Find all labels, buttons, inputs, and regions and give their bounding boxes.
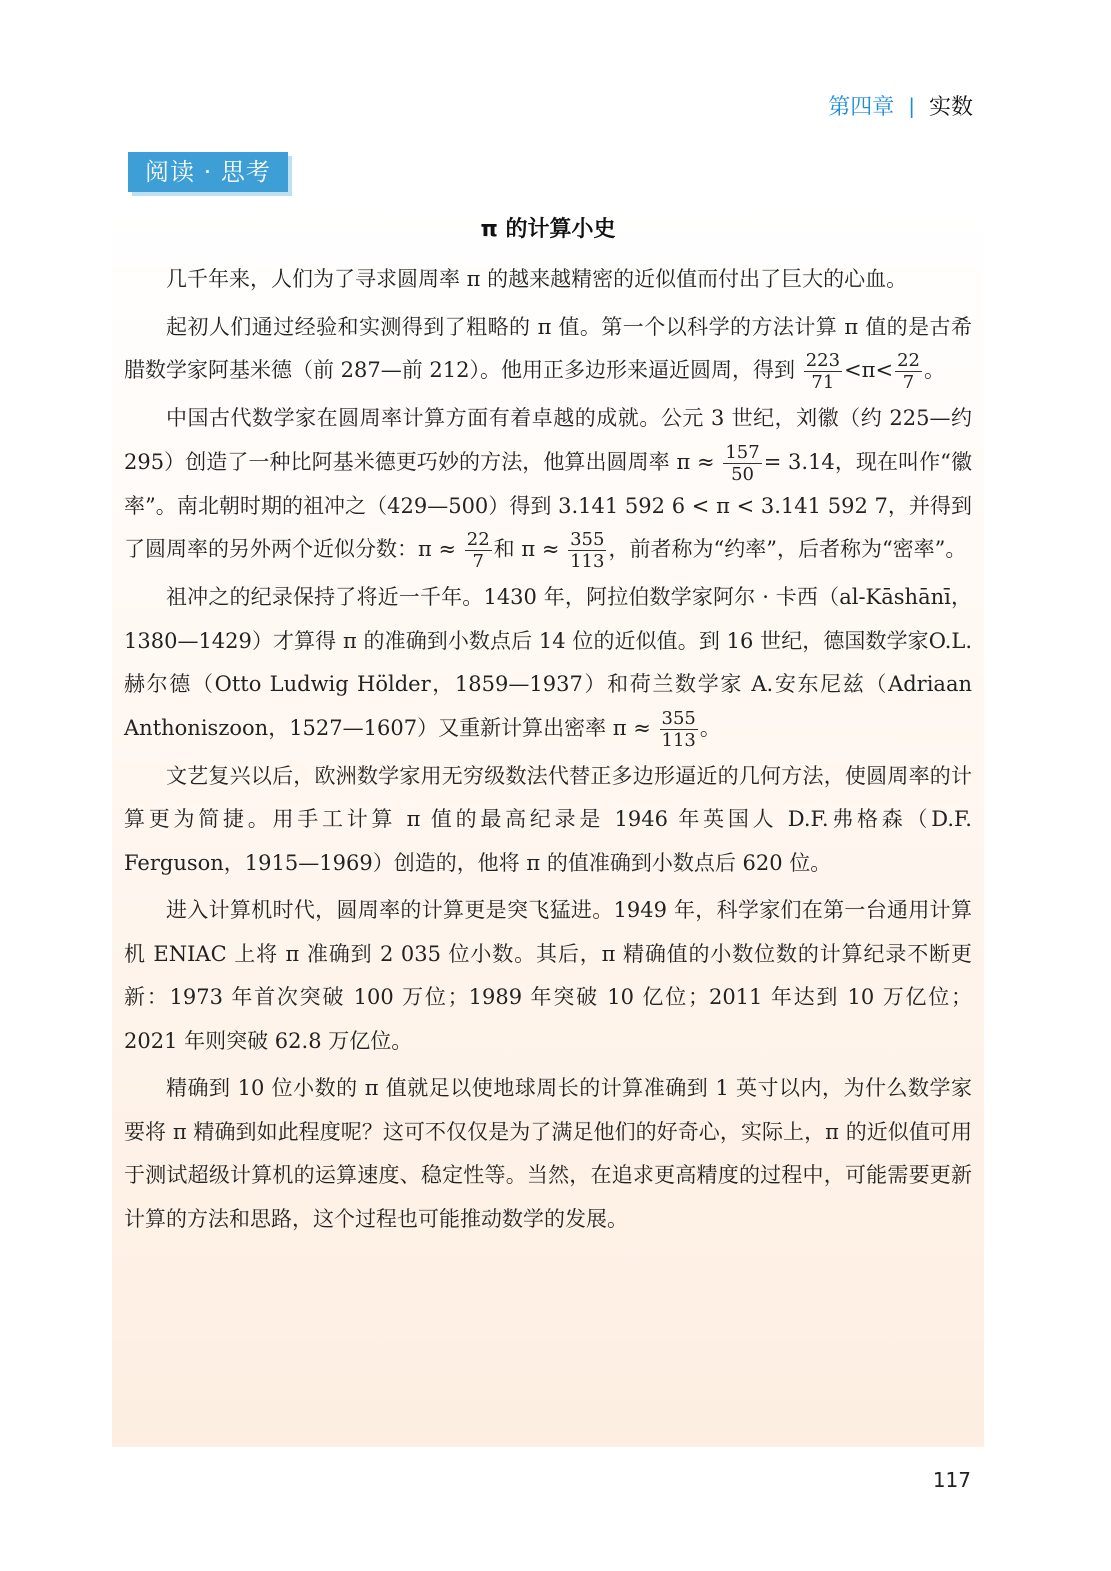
paragraph-3 <box>124 397 972 572</box>
paragraph-2-text: 起初人们通过经验和实测得到了粗略的 π 值。第一个以科学的方法计算 π 值的是古希腊数学家阿基米德（前 287—前 212）。他用正多边形来逼近圆周，得到 <box>124 314 972 382</box>
fraction-157-50 <box>723 442 761 485</box>
paragraph-1: 几千年来，人们为了寻求圆周率 π 的越来越精密的近似值而付出了巨大的心血。 <box>166 267 908 291</box>
fraction-numerator: 355 <box>661 707 696 729</box>
fraction-numerator: 22 <box>897 350 920 371</box>
paragraph-2 <box>124 306 972 394</box>
inequality-text: <π< <box>844 358 894 382</box>
paragraph-2-end: 。 <box>923 358 945 382</box>
section-badge: 阅读 · 思考 <box>128 152 288 192</box>
paragraph-3-text-d: ，前者称为“约率”，后者称为“密率”。 <box>608 537 967 561</box>
fraction-numerator: 157 <box>725 441 760 463</box>
paragraph-3-text-c: 和 π ≈ <box>493 537 560 561</box>
fraction-355-113 <box>568 529 606 572</box>
chapter-header <box>828 90 973 121</box>
paragraph-7: 精确到 10 位小数的 π 值就足以使地球周长的计算准确到 1 英寸以内，为什么数学家要将 π 精确到如此程度呢？这可不仅仅是为了满足他们的好奇心，实际上，π 的近似值可用于测试超级计算机的运算速度、稳定性等。当然，在追求更高精度的过程中，可能需要更新计算的方法和思路，这个过程也可能推动数学的发展。 <box>124 1076 972 1231</box>
fraction-denominator: 7 <box>902 372 915 393</box>
fraction-numerator: 223 <box>805 350 841 371</box>
article-title: π 的计算小史 <box>480 217 616 242</box>
reading-article <box>124 210 972 1245</box>
chapter-label: 第四章 <box>828 95 895 120</box>
paragraph-4-text: 祖冲之的纪录保持了将近一千年。1430 年，阿拉伯数学家阿尔 · 卡西（al-Kāshānī，1380—1429）才算得 π 的准确到小数点后 14 位的近似值。到 16 世纪，德国数学家O.L.赫尔德（Otto Ludwig Hölder，1859—1937）和荷兰数学家 A.安东尼兹（Adriaan Anthoniszoon，1527—1607）又重新计算出密率 π ≈ <box>124 585 972 740</box>
chapter-topic: 实数 <box>928 95 973 120</box>
fraction-denominator: 50 <box>731 463 754 485</box>
page-number: 117 <box>932 1468 971 1492</box>
fraction-denominator: 113 <box>570 551 605 572</box>
fraction-355-113 <box>660 708 698 751</box>
fraction-22-7 <box>465 529 492 572</box>
paragraph-3-text-b: = 3.14，现在叫作“徽率”。南北朝时期的祖冲之（429—500）得到 3.141 592 6 < π < 3.141 592 7，并得到了圆周率的另外两个近似分数：π ≈ <box>124 449 972 561</box>
paragraph-5: 文艺复兴以后，欧洲数学家用无穷级数法代替正多边形逼近的几何方法，使圆周率的计算更为简捷。用手工计算 π 值的最高纪录是 1946 年英国人 D.F.弗格森（D.F. Ferguson，1915—1969）创造的，他将 π 的值准确到小数点后 620 位。 <box>124 763 972 875</box>
fraction-denominator: 113 <box>661 729 696 751</box>
fraction-numerator: 22 <box>466 529 490 550</box>
paragraph-4-end: 。 <box>699 715 721 740</box>
header-separator: | <box>908 93 915 118</box>
fraction-223-71 <box>804 350 842 393</box>
fraction-22-7 <box>895 350 922 393</box>
paragraph-6: 进入计算机时代，圆周率的计算更是突飞猛进。1949 年，科学家们在第一台通用计算机 ENIAC 上将 π 准确到 2 035 位小数。其后，π 精确值的小数位数的计算纪录不断更新：1973 年首次突破 100 万位；1989 年突破 10 亿位；2011 年达到 10 万亿位；2021 年则突破 62.8 万亿位。 <box>124 898 972 1053</box>
fraction-numerator: 355 <box>570 529 605 550</box>
paragraph-4 <box>124 576 972 751</box>
fraction-denominator: 7 <box>472 551 484 572</box>
paragraph-3-text-a: 中国古代数学家在圆周率计算方面有着卓越的成就。公元 3 世纪，刘徽（约 225—约295）创造了一种比阿基米德更巧妙的方法，他算出圆周率 π ≈ <box>124 406 972 474</box>
fraction-denominator: 71 <box>811 372 835 393</box>
